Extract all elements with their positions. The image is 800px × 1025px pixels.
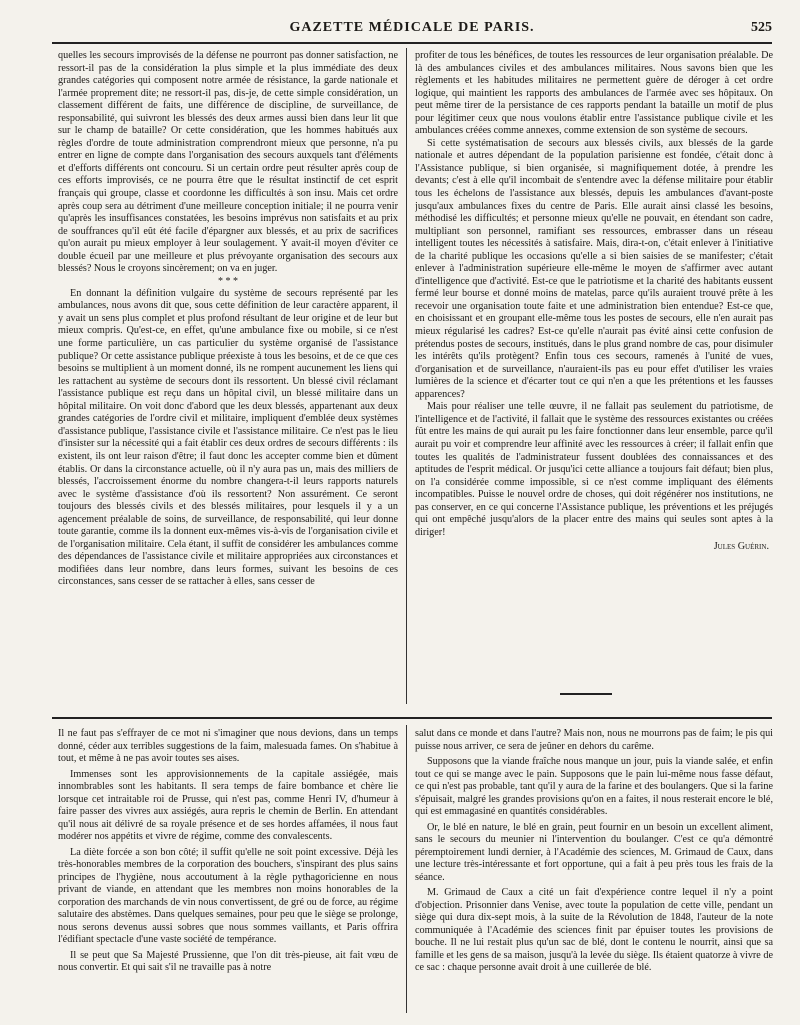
feuilleton-paragraph: Immenses sont les approvisionnements de la capitale assiégée, mais innombrables sont les habitants. Il sera temps de faire bombance et chère lie lorsque cet intraitable roi de Prusse, qui n'est pas, comme Henri IV, d'humeur à faire passer des vivres aux assiégés, aura repris le chemin de Berlin. En attendant qu'il nous ait délivré de sa royale présence et de ses hordes affamées, il nous faut modérer nos appétits et vivre de régime, comme des convalescents. (58, 768, 398, 842)
article-paragraph: profiter de tous les bénéfices, de toutes les ressources de leur organisation préalable. De là des ambulances civiles et des ambulances militaires. Nous savons bien que les règlements et les habitudes militaires ne permettent guère de déroger à cet ordre logique, qui maintient les rapports des ambulances de l'armée avec ses hôpitaux. On peut même tirer de la persistance de ces rapports pendant la bataille un motif de plus pour légitimer ceux que nous voulons établir entre l'assistance publique civile et les ambulances créées comme annexes, comme extension de son système de secours. (415, 50, 773, 137)
end-of-article-rule (560, 693, 612, 695)
article-paragraph: Mais pour réaliser une telle œuvre, il ne fallait pas seulement du patriotisme, de l'intelligence et de l'activité, il fallait que le système des ressources existantes ou créées fût entre les mains de qui aurait pu les faire fonctionner dans leur ensemble, parce qu'il aurait pu voir et comprendre leur affinité avec les ressources à créer; il fallait enfin que toutes les qualités de l'administrateur fussent doublées des connaissances et des aptitudes de l'esprit médical. Or jusqu'ici cette alliance a toujours fait défaut; bien plus, on l'a considérée comme impossible, si ce n'est comme impliquant des éléments incompatibles. Puisse le nouvel ordre de choses, qui doit régénérer nos institutions, ne pas conserver, en ce qui concerne l'Assistance publique, les préventions et les préjugés qui ont empêché jusqu'alors de la placer entre des mains qui seules sont aptes à la diriger! (415, 401, 773, 538)
article-paragraph: En donnant la définition vulgaire du système de secours représenté par les ambulances, nous avons dit que, sous cette définition de leur caractère apparent, il y avait un sens plus complet et plus profond résultant de leur origine et de leur but mieux compris. Qu'est-ce, en effet, qu'une ambulance fixe ou mobile, si ce n'est une forme particulière, un cas particulier du système organisé de l'assistance publique? Or cette assistance publique préexiste à tous les besoins, et de ce que ces besoins se multiplient à un moment donné, ils ne rompent aucunement les liens qui les rattachent au système de secours dont ils ressortent. Un blessé civil réclamant l'assistance publique est reçu dans un hôpital civil, un blessé militaire dans un hôpital militaire. On voit donc d'abord que les deux blessés, appartenant aux deux grandes catégories de l'ordre civil et militaire, impliquent d'emblée deux systèmes d'assistance publique, l'assistance civile et l'assistance militaire. Ce n'est pas le lieu d'insister sur la nécessité qui a fait établir ces deux ordres de secours différents : ils existent, ils ont leur raison d'être; il faut donc les accepter comme bien et dûment établis. Or dans la circonstance actuelle, où il n'y aura pas un, mais des milliers de blessés, l'accroissement énorme du nombre changera-t-il leurs rapports naturels avec le système d'assistance d'où ils ressortent? Non assurément. Ce seront toujours des blessés civils et des blessés militaires, pour lesquels il y a un agencement préalable de soins, de surveillance, de responsabilité, qui leur donne toute garantie, comme ils la donnent eux-mêmes vis-à-vis de l'organisation civile et de l'organisation militaire. Cela étant, il suffit de considérer les ambulances comme des dépendances de l'assistance civile et militaire appropriées aux circonstances et modifiées dans leur nombre, dans leurs formes, suivant les besoins de ces circonstances, sans cesser de se rattacher à elles, sans cesser de (58, 287, 398, 588)
feuilleton-paragraph: La diète forcée a son bon côté; il suffit qu'elle ne soit point excessive. Déjà les très-honorables membres de la corporation des bouchers, s'inspirant des plus sains principes de l'hygiène, nous accoutument à la règle pythagoricienne en nous privant de viande, en attendant que les membres non moins honorables de la corporation des marchands de vin nous convertissent, de gré ou de force, au régime salutaire des abstèmes. Dans quelques semaines, pour peu que le siège se prolonge, nous serons devenus aussi sobres que nous sommes vaillants, et Paris offrira l'édifiant spectacle d'une vaste société de tempérance. (58, 846, 398, 945)
feuilleton-paragraph: Or, le blé en nature, le blé en grain, peut fournir en un besoin un excellent aliment, sans le secours du meunier ni l'intervention du boulanger. C'est ce qu'a démontré péremptoirement lundi dernier, à l'Académie des sciences, M. Grimaud de Caux, dans une lecture très-intéressante et fort opportune, qui a fait à peu près tous les frais de la séance. (415, 821, 773, 883)
feuilleton-paragraph: Il ne faut pas s'effrayer de ce mot ni s'imaginer que nous devions, dans un temps donné, céder aux terribles suggestions de la faim, malesuada fames. On s'habitue à tout, et même à ne pas avoir toutes ses aises. (58, 728, 398, 764)
feuilleton-column-left (58, 728, 398, 1016)
page-header (52, 14, 772, 44)
feuilleton-column-divider (406, 725, 407, 1013)
article-paragraph: quelles les secours improvisés de la défense ne pourront pas donner satisfaction, ne ressort-il pas de la considération la plus simple et la plus immédiate des deux grandes catégories qui composent notre armée de résistance, la garde nationale et l'armée proprement dite; ne ressort-il pas, dis-je, de cette simple considération, un classement différent de faits, une différence de discipline, de surveillance, de responsabilité, qui suivront les blessés des deux armes aussi bien dans leur lit que sur le champ de bataille? Or cette considération, que les hommes habitués aux règles d'ordre de toute administration comprendront mieux que personne, n'a pu entrer en ligne de compte dans l'organisation des secours auxquels tant d'éléments et d'efforts différents ont concouru. Si un certain ordre peut résulter après coup de ces efforts improvisés, ce ne pourra être que le résultat instinctif de cet esprit français qui groupe, classe et coordonne les difficultés à son insu. Mais cet ordre après coup sera au détriment d'une meilleure conception initiale; il ne pourra venir qu'après les insuffisances constatées, les besoins imprévus non satisfaits et au prix de souffrances qu'il eût été facile d'épargner aux blessés, et au prix de sacrifices qu'on aurait pu mieux employer à leur soulagement. Y avait-il moyen d'éviter ce double écueil par une meilleure et plus prévoyante organisation des secours aux blessés? Nous le croyons sincèrement; on va en juger. (58, 50, 398, 275)
feuilleton-paragraph: Supposons que la viande fraîche nous manque un jour, puis la viande salée, et enfin tout ce qui se mange avec le pain. Supposons que le pain lui-même nous fasse défaut, ce qui n'est pas probable, tant qu'il y aura de la farine et des boulangers. Que si la farine s'épuisait, malgré les grandes provisions qu'on en a faites, il nous resterait encore le blé, qui est emmagasiné en quantités considérables. (415, 756, 773, 817)
feuilleton-column-right (415, 728, 773, 1016)
page-number: 525 (751, 20, 772, 35)
article-column-left (58, 50, 398, 712)
article-paragraph: Si cette systématisation de secours aux blessés civils, aux blessés de la garde nationale et autres dépendant de la population parisienne est fondée, c'était donc à l'Assistance publique, si bien organisée, si magnifiquement dotée, à prendre les devants; c'est à elle qu'il incombait de s'entendre avec la défense militaire pour établir tous les échelons de l'assistance aux blessés, depuis les ambulances d'avant-poste jusqu'aux ambulances fixes du centre de Paris. Elle aurait ainsi classé les besoins, méthodisé les difficultés; et personne mieux qu'elle ne pouvait, en étendant son cadre, multipliant son personnel, ramifiant ses ressources, embrasser dans un réseau intelligent toutes les nécessités à satisfaire. Mais, dira-t-on, c'était enlever à l'initiative de la charité publique les occasions qu'elle a si bien saisies de se manifester; c'était enlever à l'administration supérieure elle-même le moyen de s'affirmer avec autant d'intelligence que d'activité. Est-ce que le patriotisme et la charité des habitants eussent fermé leur bourse et donné moins de matelas, parce qu'ils auraient trouvé prête à les recevoir une organisation toute faite et une administration bien entendue? Est-ce que, en choisissant et en groupant elle-même tous les postes de secours, elle n'en aurait pas mieux régularisé les cadres? Est-ce qu'elle n'aurait pas évité ainsi cette confusion de prétendus postes de secours, institués, dans le plus grand nombre de cas, pour disimuler les intérêts qu'ils protègent? Enfin tous ces secours, ramenés à l'unité de vues, d'organisation et de surveillance, n'auraient-ils pas eu pour effet d'utiliser les vraies lumières de la science et d'écarter tout ce qui n'en a que les prétentions et les fausses apparences? (415, 137, 773, 400)
journal-title: GAZETTE MÉDICALE DE PARIS. (289, 20, 535, 35)
feuilleton-paragraph: Il se peut que Sa Majesté Prussienne, que l'on dit très-pieuse, ait fait vœu de nous convertir. Et qui sait s'il ne travaille pas à notre (58, 949, 398, 973)
author-signature: Jules Guérin. (713, 541, 769, 553)
column-divider (406, 48, 407, 704)
feuilleton-separator (52, 717, 772, 719)
section-asterism: * * * (218, 275, 238, 287)
feuilleton-paragraph: M. Grimaud de Caux a cité un fait d'expérience contre lequel il n'y a point d'objection. Prisonnier dans Venise, avec toute la population de cette ville, pendant un siège qui dura dix-sept mois, à la suite de la Révolution de 1848, l'auteur de la note communiquée à l'Académie des sciences finit par épuiser toutes les provisions de bouche. Il ne lui restait plus qu'un sac de blé, dont le contenu le nourrit, ainsi que sa famille et les gens de sa maison, jusqu'à la levée du siège. Ils étaient quatorze à vivre de ce sac : chaque personne avait droit à une cuillerée de blé. (415, 887, 773, 973)
feuilleton-paragraph: salut dans ce monde et dans l'autre? Mais non, nous ne mourrons pas de faim; le pis qui puisse nous arriver, ce sera de jeûner en dehors du carême. (415, 728, 773, 752)
article-column-right (415, 50, 773, 662)
